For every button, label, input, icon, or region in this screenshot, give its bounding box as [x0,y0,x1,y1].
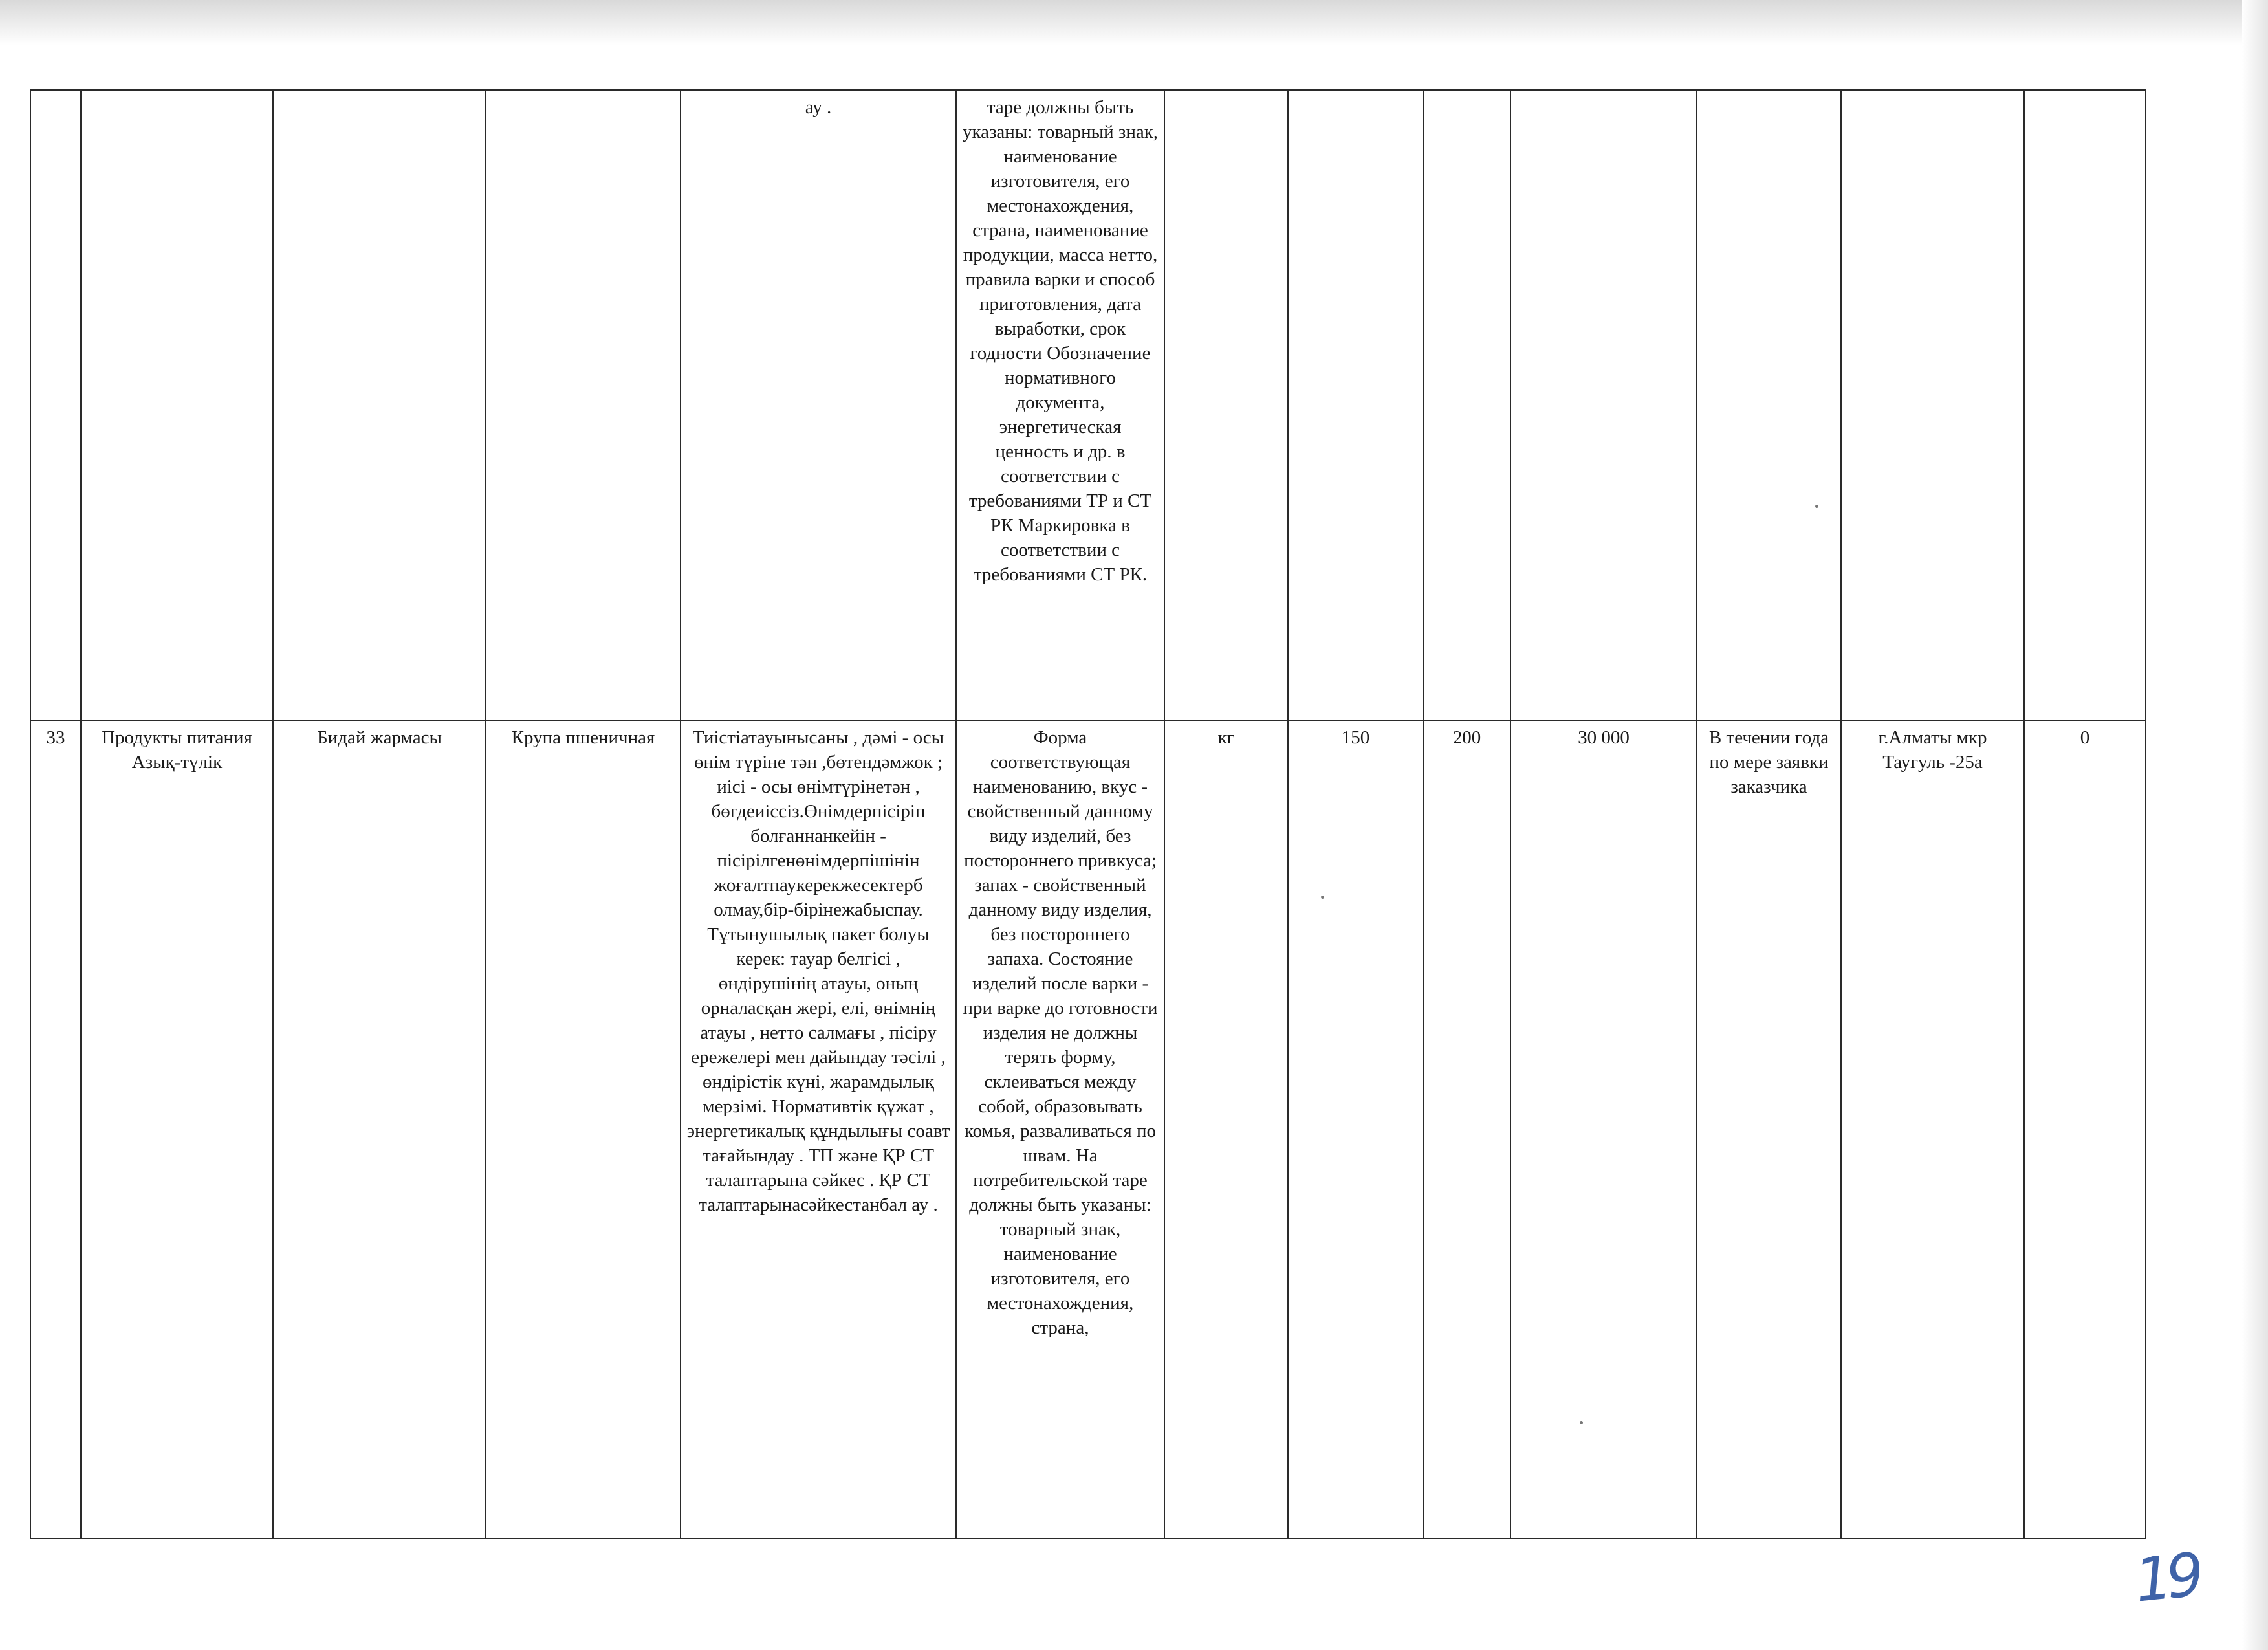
cell-name-kz: Бидай жармасы [273,721,486,1539]
scan-edge-shadow [0,0,2268,45]
scan-speck [1815,505,1818,508]
cell-category: Продукты питания Азық-түлік [81,721,273,1539]
cell-spec-ru: Форма соответствующая наименованию, вкус - свойственный данному виду изделий, без постороннего привкуса; запах - свойственный данному виду изделия, без постороннего запаха. Состояние изделий после варки - при варке до готовности изделия не должны терять форму, склеиваться между собой, образовывать комья, разваливаться по швам. На потребительской таре должны быть указаны: товарный знак, наименование изготовителя, его местонахождения, страна, [956,721,1164,1539]
cell-quantity [1288,91,1423,721]
scan-speck [1321,896,1324,899]
cell-quantity: 150 [1288,721,1423,1539]
cell-name-ru: Крупа пшеничная [486,721,681,1539]
cell-unit: кг [1164,721,1288,1539]
page-number: 19 [2131,1540,2201,1616]
procurement-table [30,89,2146,1539]
cell-price: 200 [1423,721,1510,1539]
cell-name-ru [486,91,681,721]
cell-spec-kz: Тиістіатауынысаны , дәмі - осы өнім түріне тән ,бөтендәмжок ; иісі - осы өнімтүрінетән , бөгдеиіссіз.Өнімдерпісіріп болғаннанкейін - пісірілгенөнімдерпішінін жоғалтпаукерекжесектерб олмау,бір-бірінежабыспау. Тұтынушылық пакет болуы керек: тауар белгісі , өндірушінің атауы, оның орналасқан жері, елі, өнімнің атауы , нетто салмағы , пісіру ережелері мен дайындау тәсілі , өндірістік күні, жарамдылық мерзімі. Нормативтік құжат , энергетикалық құндылығы соавт тағайындау . ТП және ҚР СТ талаптарына сәйкес . ҚР СТ талаптарынасәйкестанбал ау . [681,721,956,1539]
cell-delivery-place [1841,91,2024,721]
cell-price [1423,91,1510,721]
scan-side-shadow [2242,0,2268,1650]
cell-name-kz [273,91,486,721]
table-row-33 [30,721,2146,1539]
cell-delivery-place: г.Алматы мкр Таугуль -25а [1841,721,2024,1539]
cell-unit [1164,91,1288,721]
cell-sum [1510,91,1697,721]
cell-spec-ru: таре должны быть указаны: товарный знак, наименование изготовителя, его местонахождения, страна, наименование продукции, масса нетто, правила варки и способ приготовления, дата выработки, срок годности Обозначение нормативного документа, энергетическая ценность и др. в соответствии с требованиями ТР и СТ РК Маркировка в соответствии с требованиями СТ РК. [956,91,1164,721]
cell-advance [2024,91,2146,721]
cell-advance: 0 [2024,721,2146,1539]
cell-number: 33 [30,721,81,1539]
cell-delivery-time [1697,91,1841,721]
scan-speck [1580,1421,1583,1424]
cell-sum: 30 000 [1510,721,1697,1539]
table-row-continued [30,91,2146,721]
cell-number [30,91,81,721]
cell-category [81,91,273,721]
cell-delivery-time: В течении года по мере заявки заказчика [1697,721,1841,1539]
cell-spec-kz: ау . [681,91,956,721]
